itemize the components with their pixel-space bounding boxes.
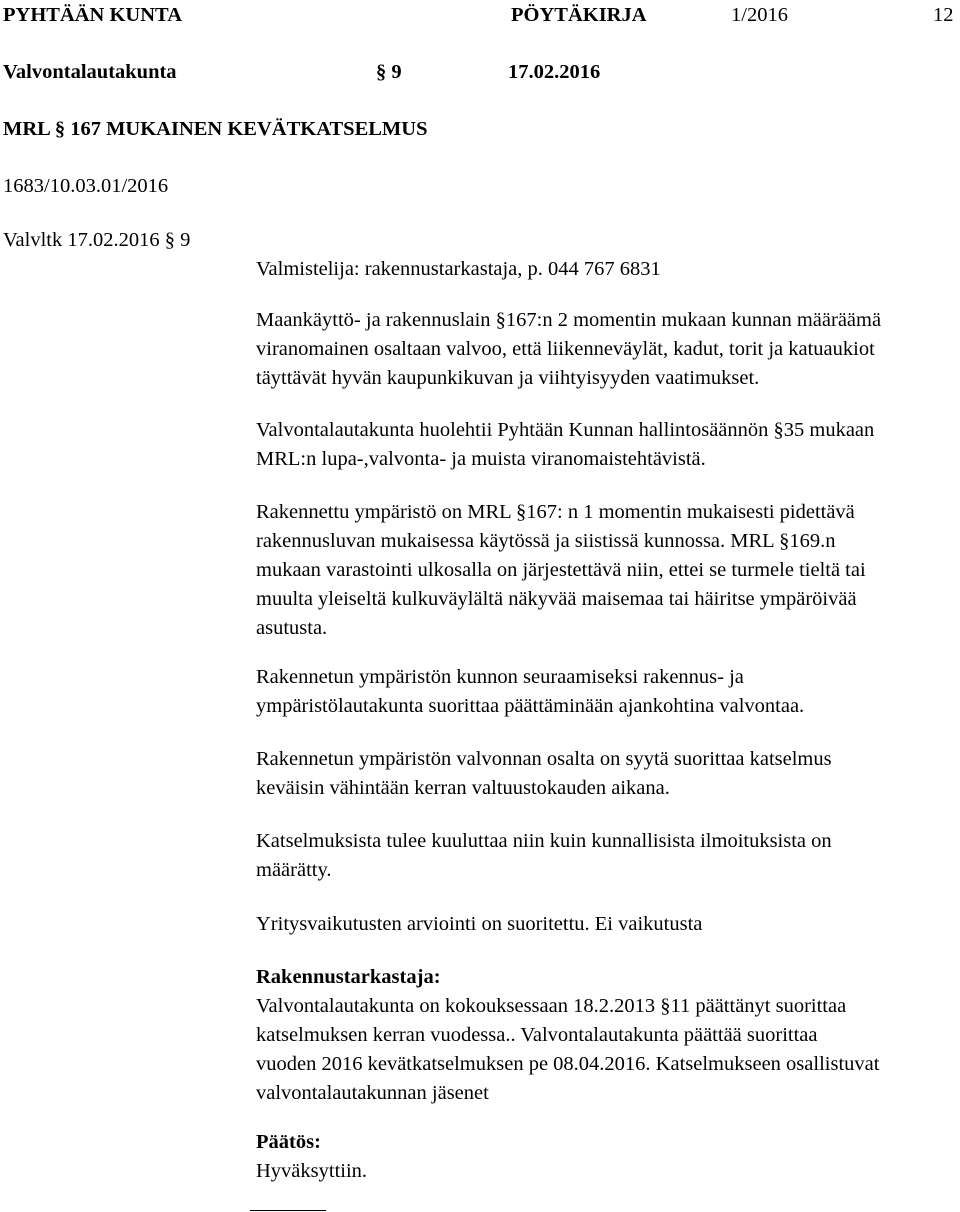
paragraph-2 [256, 416, 960, 474]
paragraph-6 [256, 827, 960, 885]
meeting-reference: Valvltk 17.02.2016 § 9 [3, 229, 191, 251]
paragraph-line: Rakennetun ympäristön kunnon seuraamiseksi rakennus- ja [256, 666, 744, 688]
paragraph-line: MRL:n lupa-,valvonta- ja muista viranomaistehtävistä. [256, 448, 706, 470]
paragraph-7 [256, 910, 960, 939]
proposal-line: vuoden 2016 kevätkatselmuksen pe 08.04.2016. Katselmukseen osallistuvat [256, 1053, 880, 1075]
decision-heading: Päätös: [256, 1131, 321, 1153]
diary-number: 1683/10.03.01/2016 [3, 175, 169, 197]
document-number: 1/2016 [731, 4, 788, 26]
paragraph-line: Rakennettu ympäristö on MRL §167: n 1 momentin mukaisesti pidettävä [256, 501, 855, 523]
section-number: § 9 [376, 61, 402, 83]
paragraph-line: Maankäyttö- ja rakennuslain §167:n 2 momentin mukaan kunnan määräämä [256, 309, 882, 331]
proposal-line: Valvontalautakunta on kokouksessaan 18.2.2013 §11 päättänyt suorittaa [256, 995, 847, 1017]
paragraph-line: keväisin vähintään kerran valtuustokauden aikana. [256, 777, 670, 799]
paragraph-3 [256, 498, 960, 643]
paragraph-line: rakennusluvan mukaisessa käytössä ja siistissä kunnossa. MRL §169.n [256, 530, 836, 552]
board-name: Valvontalautakunta [3, 61, 177, 83]
paragraph-line: Rakennetun ympäristön valvonnan osalta on syytä suorittaa katselmus [256, 748, 832, 770]
document-type: PÖYTÄKIRJA [511, 4, 647, 26]
page-number: 12 [933, 4, 954, 26]
paragraph-line: täyttävät hyvän kaupunkikuvan ja viihtyisyyden vaatimukset. [256, 367, 760, 389]
paragraph-line: ympäristölautakunta suorittaa päättäminään ajankohtina valvontaa. [256, 695, 805, 717]
paragraph-line: asutusta. [256, 617, 328, 639]
proposal-section [256, 963, 960, 1108]
paragraph-5 [256, 745, 960, 803]
proposal-line: katselmuksen kerran vuodessa.. Valvontalautakunta päättää suorittaa [256, 1024, 818, 1046]
proposal-line: valvontalautakunnan jäsenet [256, 1082, 489, 1104]
meeting-date: 17.02.2016 [508, 61, 601, 83]
proposal-heading: Rakennustarkastaja: [256, 966, 441, 988]
organization-name: PYHTÄÄN KUNTA [3, 4, 182, 26]
paragraph-4 [256, 663, 960, 721]
divider-line [250, 1210, 326, 1211]
paragraph-line: muulta yleiseltä kulkuväylältä näkyvää maisemaa tai häiritse ympäröivää [256, 588, 857, 610]
paragraph-line: Katselmuksista tulee kuuluttaa niin kuin kunnallisista ilmoituksista on [256, 830, 832, 852]
paragraph-line: määrätty. [256, 859, 332, 881]
preparer-info: Valmistelija: rakennustarkastaja, p. 044 767 6831 [256, 258, 661, 280]
decision-text: Hyväksyttiin. [256, 1160, 368, 1182]
item-title: MRL § 167 MUKAINEN KEVÄTKATSELMUS [3, 118, 428, 140]
paragraph-1 [256, 306, 960, 393]
decision-section [256, 1128, 960, 1186]
paragraph-line: viranomainen osaltaan valvoo, että liikenneväylät, kadut, torit ja katuaukiot [256, 338, 875, 360]
paragraph-line: Yritysvaikutusten arviointi on suoritettu. Ei vaikutusta [256, 913, 703, 935]
paragraph-line: mukaan varastointi ulkosalla on järjestettävä niin, ettei se turmele tieltä tai [256, 559, 866, 581]
paragraph-line: Valvontalautakunta huolehtii Pyhtään Kunnan hallintosäännön §35 mukaan [256, 419, 875, 441]
